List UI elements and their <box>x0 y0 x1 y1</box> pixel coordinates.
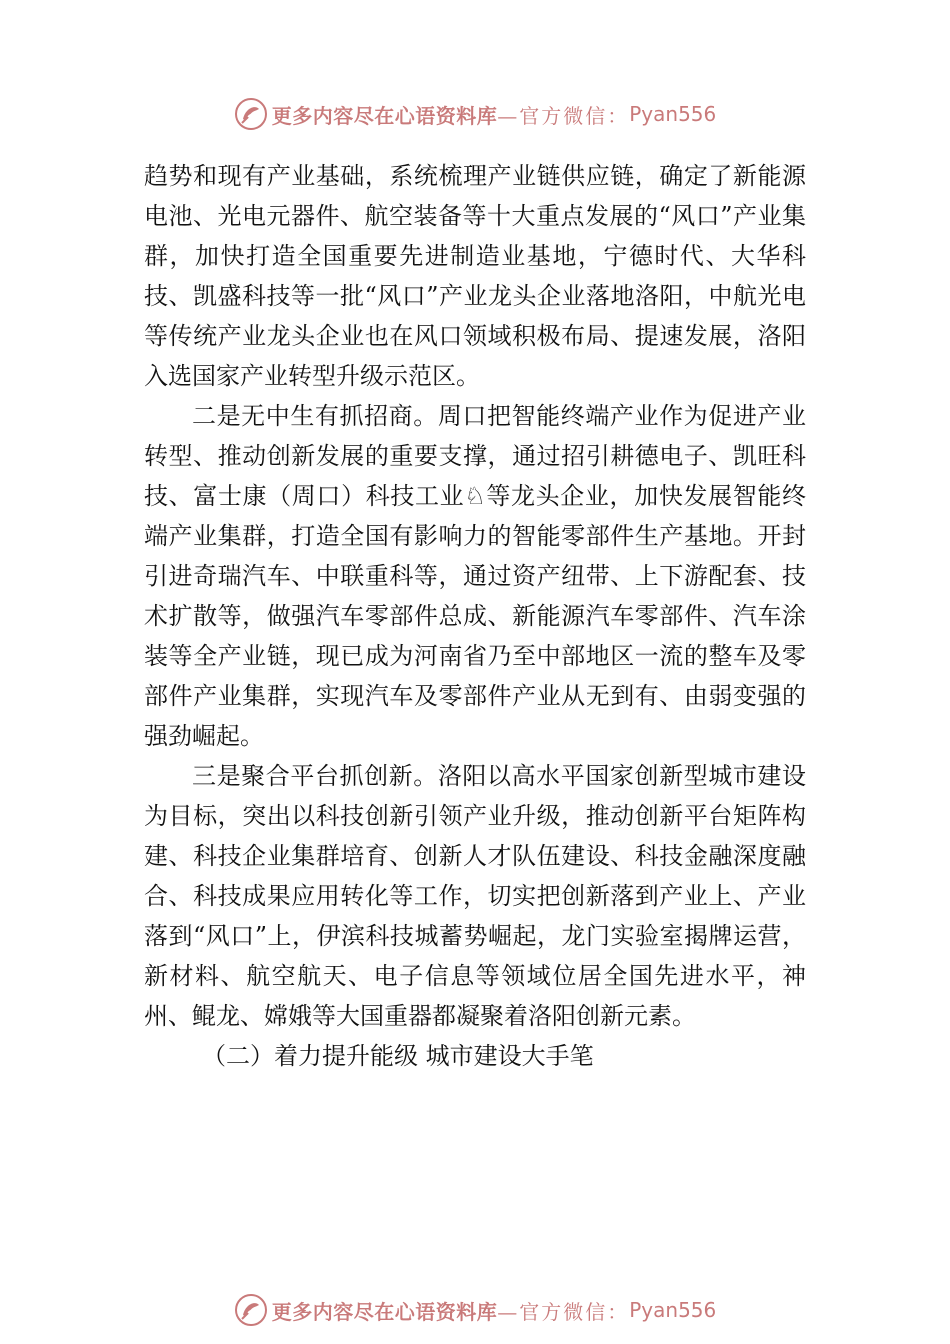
watermark-main-text: 更多内容尽在心语资料库 <box>271 103 498 128</box>
paragraph-2: 二是无中生有抓招商。周口把智能终端产业作为促进产业转型、推动创新发展的重要支撑，通过招引耕德电子、凯旺科技、富士康（周口）科技工业♘等龙头企业，加快发展智能终端产业集群，打造全国有影响力的智能零部件生产基地。开封引进奇瑞汽车、中联重科等，通过资产纽带、上下游配套、技术扩散等，做强汽车零部件总成、新能源汽车零部件、汽车涂装等全产业链，现已成为河南省乃至中部地区一流的整车及零部件产业集群，实现汽车及零部件产业从无到有、由弱变强的强劲崛起。 <box>144 402 806 750</box>
watermark-main-text: 更多内容尽在心语资料库 <box>271 1299 498 1324</box>
watermark-id-text: Pyan556 <box>629 1298 717 1322</box>
section-heading: （二）着力提升能级 城市建设大手笔 <box>202 1042 594 1070</box>
document-body <box>144 156 806 1076</box>
watermark-sub-text: —官方微信： <box>497 103 630 128</box>
footer-watermark <box>0 1290 950 1330</box>
watermark-sub-text: —官方微信： <box>497 1299 630 1324</box>
rose-logo-icon <box>234 97 268 131</box>
watermark-id-text: Pyan556 <box>629 102 717 126</box>
rose-logo-icon <box>234 1293 268 1327</box>
paragraph-1: 趋势和现有产业基础，系统梳理产业链供应链，确定了新能源电池、光电元器件、航空装备等十大重点发展的“风口”产业集群，加快打造全国重要先进制造业基地，宁德时代、大华科技、凯盛科技等一批“风口”产业龙头企业落地洛阳，中航光电等传统产业龙头企业也在风口领域积极布局、提速发展，洛阳入选国家产业转型升级示范区。 <box>144 162 806 390</box>
header-watermark <box>0 94 950 134</box>
paragraph-3: 三是聚合平台抓创新。洛阳以高水平国家创新型城市建设为目标，突出以科技创新引领产业升级，推动创新平台矩阵构建、科技企业集群培育、创新人才队伍建设、科技金融深度融合、科技成果应用转化等工作，切实把创新落到产业上、产业落到“风口”上，伊滨科技城蓄势崛起，龙门实验室揭牌运营，新材料、航空航天、电子信息等领域位居全国先进水平，神州、鲲龙、嫦娥等大国重器都凝聚着洛阳创新元素。 <box>144 762 806 1030</box>
